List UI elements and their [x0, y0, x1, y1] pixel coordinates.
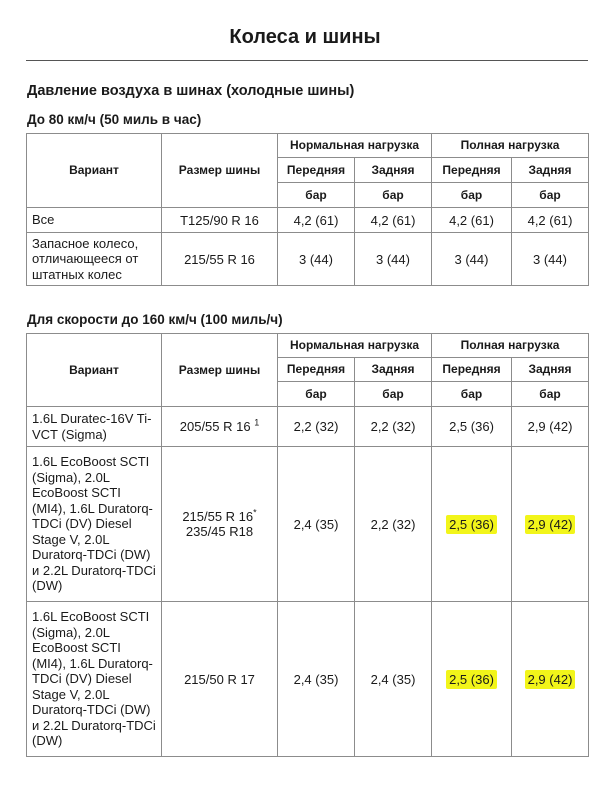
- cell-size: [162, 447, 278, 602]
- cell-variant: 1.6L EcoBoost SCTI (Sigma), 2.0L EcoBoost SCTI (MI4), 1.6L Duratorq-TDCi (DV) Diesel Stage V, 2.0L Duratorq-TDCi (DW) и 2.2L Duratorq-TDCi (DW): [27, 602, 162, 757]
- cell-value: 4,2 (61): [355, 208, 432, 233]
- cell-size: 215/50 R 17: [162, 602, 278, 757]
- cell-value: 3 (44): [432, 233, 512, 286]
- cell-value: 3 (44): [278, 233, 355, 286]
- cell-variant: 1.6L EcoBoost SCTI (Sigma), 2.0L EcoBoost SCTI (MI4), 1.6L Duratorq-TDCi (DV) Diesel Stage V, 2.0L Duratorq-TDCi (DW) и 2.2L Duratorq-TDCi (DW): [27, 447, 162, 602]
- title-divider: [26, 60, 588, 61]
- section-heading: Давление воздуха в шинах (холодные шины): [27, 83, 355, 99]
- cell-value: 4,2 (61): [278, 208, 355, 233]
- cell-value: 2,2 (32): [355, 447, 432, 602]
- cell-value: 4,2 (61): [432, 208, 512, 233]
- cell-value: 2,2 (32): [355, 407, 432, 447]
- col-unit: бар: [278, 382, 355, 407]
- col-unit: бар: [355, 183, 432, 208]
- cell-value: 2,4 (35): [355, 602, 432, 757]
- table-row: [27, 447, 589, 602]
- col-rear: Задняя: [512, 358, 589, 382]
- col-rear: Задняя: [512, 158, 589, 183]
- col-unit: бар: [278, 183, 355, 208]
- cell-value: 3 (44): [355, 233, 432, 286]
- size-text: 215/55 R 16: [182, 509, 254, 524]
- table2-heading: Для скорости до 160 км/ч (100 миль/ч): [27, 312, 283, 327]
- col-front: Передняя: [432, 358, 512, 382]
- cell-value: [512, 602, 589, 757]
- col-full-load: Полная нагрузка: [432, 334, 589, 358]
- table1-heading: До 80 км/ч (50 миль в час): [27, 112, 202, 127]
- cell-value: 2,4 (35): [278, 447, 355, 602]
- table-row: [27, 208, 589, 233]
- cell-size: 215/55 R 16: [162, 233, 278, 286]
- col-tire-size: Размер шины: [162, 134, 278, 208]
- col-unit: бар: [512, 183, 589, 208]
- col-front: Передняя: [278, 158, 355, 183]
- size-text-alt: 235/45 R18: [185, 524, 254, 539]
- cell-value: 4,2 (61): [512, 208, 589, 233]
- page-title: Колеса и шины: [229, 26, 381, 48]
- cell-value: 2,9 (42): [512, 407, 589, 447]
- highlighted-value: 2,5 (36): [446, 670, 497, 689]
- col-unit: бар: [512, 382, 589, 407]
- col-variant: Вариант: [27, 134, 162, 208]
- col-unit: бар: [432, 183, 512, 208]
- col-front: Передняя: [432, 158, 512, 183]
- cell-value: [432, 602, 512, 757]
- footnote-mark: *: [253, 507, 257, 518]
- col-normal-load: Нормальная нагрузка: [278, 334, 432, 358]
- pressure-table-160: [26, 333, 589, 757]
- table-row: [27, 602, 589, 757]
- cell-value: [512, 447, 589, 602]
- table-row: [27, 233, 589, 286]
- cell-size: [162, 407, 278, 447]
- col-normal-load: Нормальная нагрузка: [278, 134, 432, 158]
- cell-value: 2,4 (35): [278, 602, 355, 757]
- pressure-table-80: [26, 133, 589, 286]
- cell-variant: Все: [27, 208, 162, 233]
- col-full-load: Полная нагрузка: [432, 134, 589, 158]
- footnote-mark: 1: [254, 417, 260, 428]
- col-unit: бар: [432, 382, 512, 407]
- cell-variant: Запасное колесо, отличающееся от штатных колес: [27, 233, 162, 286]
- cell-variant: 1.6L Duratec-16V Ti-VCT (Sigma): [27, 407, 162, 447]
- cell-size: T125/90 R 16: [162, 208, 278, 233]
- cell-value: [432, 447, 512, 602]
- size-text: 205/55 R 16: [179, 419, 251, 434]
- highlighted-value: 2,9 (42): [525, 670, 576, 689]
- col-variant: Вариант: [27, 334, 162, 407]
- col-unit: бар: [355, 382, 432, 407]
- col-tire-size: Размер шины: [162, 334, 278, 407]
- table-row: [27, 407, 589, 447]
- col-rear: Задняя: [355, 158, 432, 183]
- cell-value: 2,2 (32): [278, 407, 355, 447]
- col-front: Передняя: [278, 358, 355, 382]
- cell-value: 2,5 (36): [432, 407, 512, 447]
- highlighted-value: 2,5 (36): [446, 515, 497, 534]
- highlighted-value: 2,9 (42): [525, 515, 576, 534]
- cell-value: 3 (44): [512, 233, 589, 286]
- col-rear: Задняя: [355, 358, 432, 382]
